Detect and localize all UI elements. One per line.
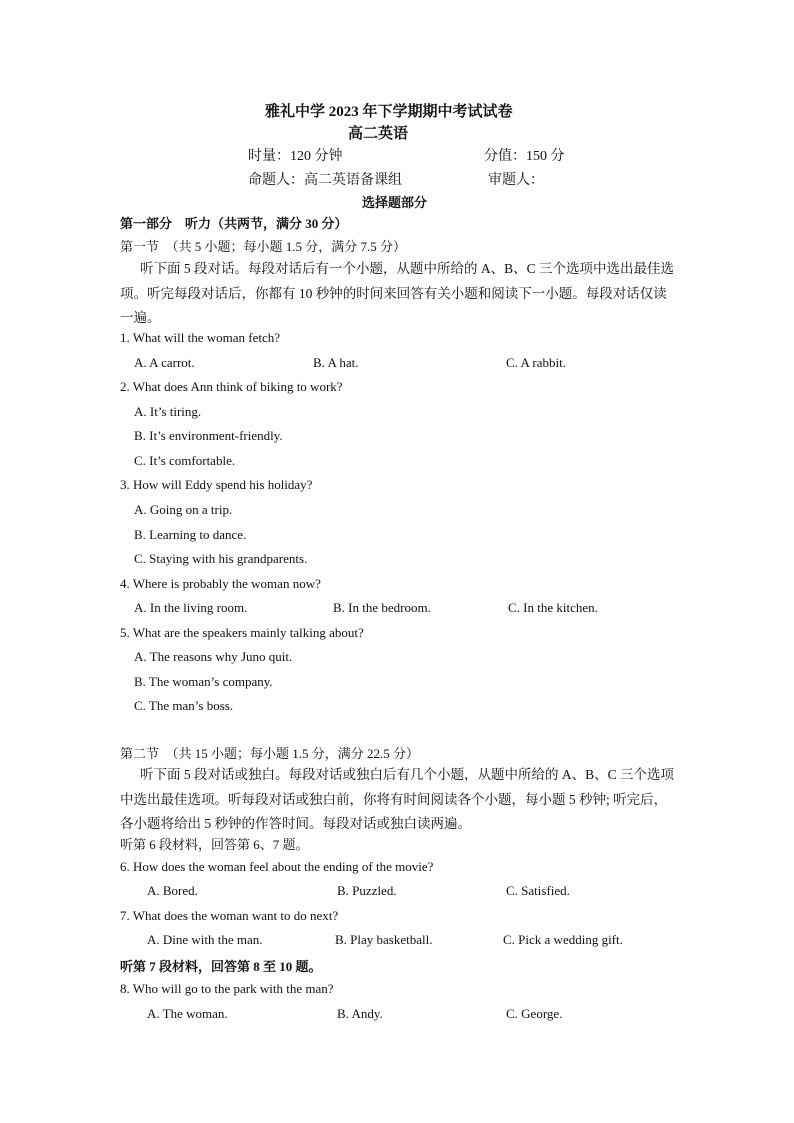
option-1a: A. A carrot. <box>134 355 195 370</box>
option-8a: A. The woman. <box>147 1006 228 1021</box>
section1-instructions: 听下面 5 段对话。每段对话后有一个小题，从题中所给的 A、B、C 三个选项中选出最佳选项。听完每段对话后，你都有 10 秒钟的时间来回答有关小题和阅读下一小题。每段对话仅读一遍。 <box>120 261 675 325</box>
section2-heading: 第二节 （共 15 小题；每小题 1.5 分，满分 22.5 分） <box>120 746 420 761</box>
question-3: 3. How will Eddy spend his holiday? <box>120 477 313 492</box>
option-2c: C. It’s comfortable. <box>134 453 236 468</box>
question-2: 2. What does Ann think of biking to work? <box>120 379 343 394</box>
question-5: 5. What are the speakers mainly talking about? <box>120 625 364 640</box>
option-1c: C. A rabbit. <box>506 355 566 370</box>
section1-heading: 第一节 （共 5 小题；每小题 1.5 分，满分 7.5 分） <box>120 239 407 254</box>
exam-title: 雅礼中学 2023 年下学期期中考试试卷 <box>265 104 513 120</box>
option-3c: C. Staying with his grandparents. <box>134 551 308 566</box>
option-6c: C. Satisfied. <box>506 883 570 898</box>
option-2b: B. It’s environment-friendly. <box>134 428 283 443</box>
question-4: 4. Where is probably the woman now? <box>120 576 321 591</box>
question-7: 7. What does the woman want to do next? <box>120 908 339 923</box>
option-7b: B. Play basketball. <box>335 932 433 947</box>
question-8: 8. Who will go to the park with the man? <box>120 981 334 996</box>
option-4c: C. In the kitchen. <box>508 600 598 615</box>
option-5c: C. The man’s boss. <box>134 698 234 713</box>
option-3b: B. Learning to dance. <box>134 527 247 542</box>
option-4a: A. In the living room. <box>134 600 248 615</box>
question-author: 命题人：高二英语备课组 <box>248 173 402 188</box>
section-heading: 选择题部分 <box>362 195 428 210</box>
option-5b: B. The woman’s company. <box>134 674 273 689</box>
option-2a: A. It’s tiring. <box>134 404 202 419</box>
section2-instructions: 听下面 5 段对话或独白。每段对话或独白后有几个小题，从题中所给的 A、B、C 三个选项中选出最佳选项。听每段对话或独白前，你将有时间阅读各个小题，每小题 5 秒钟; 听完后，各小题将给出 5 秒钟的作答时间。每段对话或独白读两遍。 <box>120 767 675 831</box>
option-1b: B. A hat. <box>313 355 359 370</box>
option-4b: B. In the bedroom. <box>333 600 431 615</box>
option-6b: B. Puzzled. <box>337 883 397 898</box>
option-7a: A. Dine with the man. <box>147 932 263 947</box>
option-3a: A. Going on a trip. <box>134 502 233 517</box>
exam-total-score: 分值：150 分 <box>484 149 565 164</box>
option-8c: C. George. <box>506 1006 563 1021</box>
material-7-instruction: 听第 7 段材料，回答第 8 至 10 题。 <box>120 959 322 974</box>
part1-heading: 第一部分 听力（共两节，满分 30 分） <box>120 216 348 231</box>
material-6-instruction: 听第 6 段材料，回答第 6、7 题。 <box>120 837 309 852</box>
question-1: 1. What will the woman fetch? <box>120 330 281 345</box>
option-5a: A. The reasons why Juno quit. <box>134 649 293 664</box>
option-8b: B. Andy. <box>337 1006 383 1021</box>
exam-duration: 时量：120 分钟 <box>248 149 343 164</box>
option-7c: C. Pick a wedding gift. <box>503 932 623 947</box>
question-reviewer: 审题人： <box>488 173 544 188</box>
question-6: 6. How does the woman feel about the ending of the movie? <box>120 859 434 874</box>
subject-title: 高二英语 <box>348 126 409 142</box>
option-6a: A. Bored. <box>147 883 198 898</box>
